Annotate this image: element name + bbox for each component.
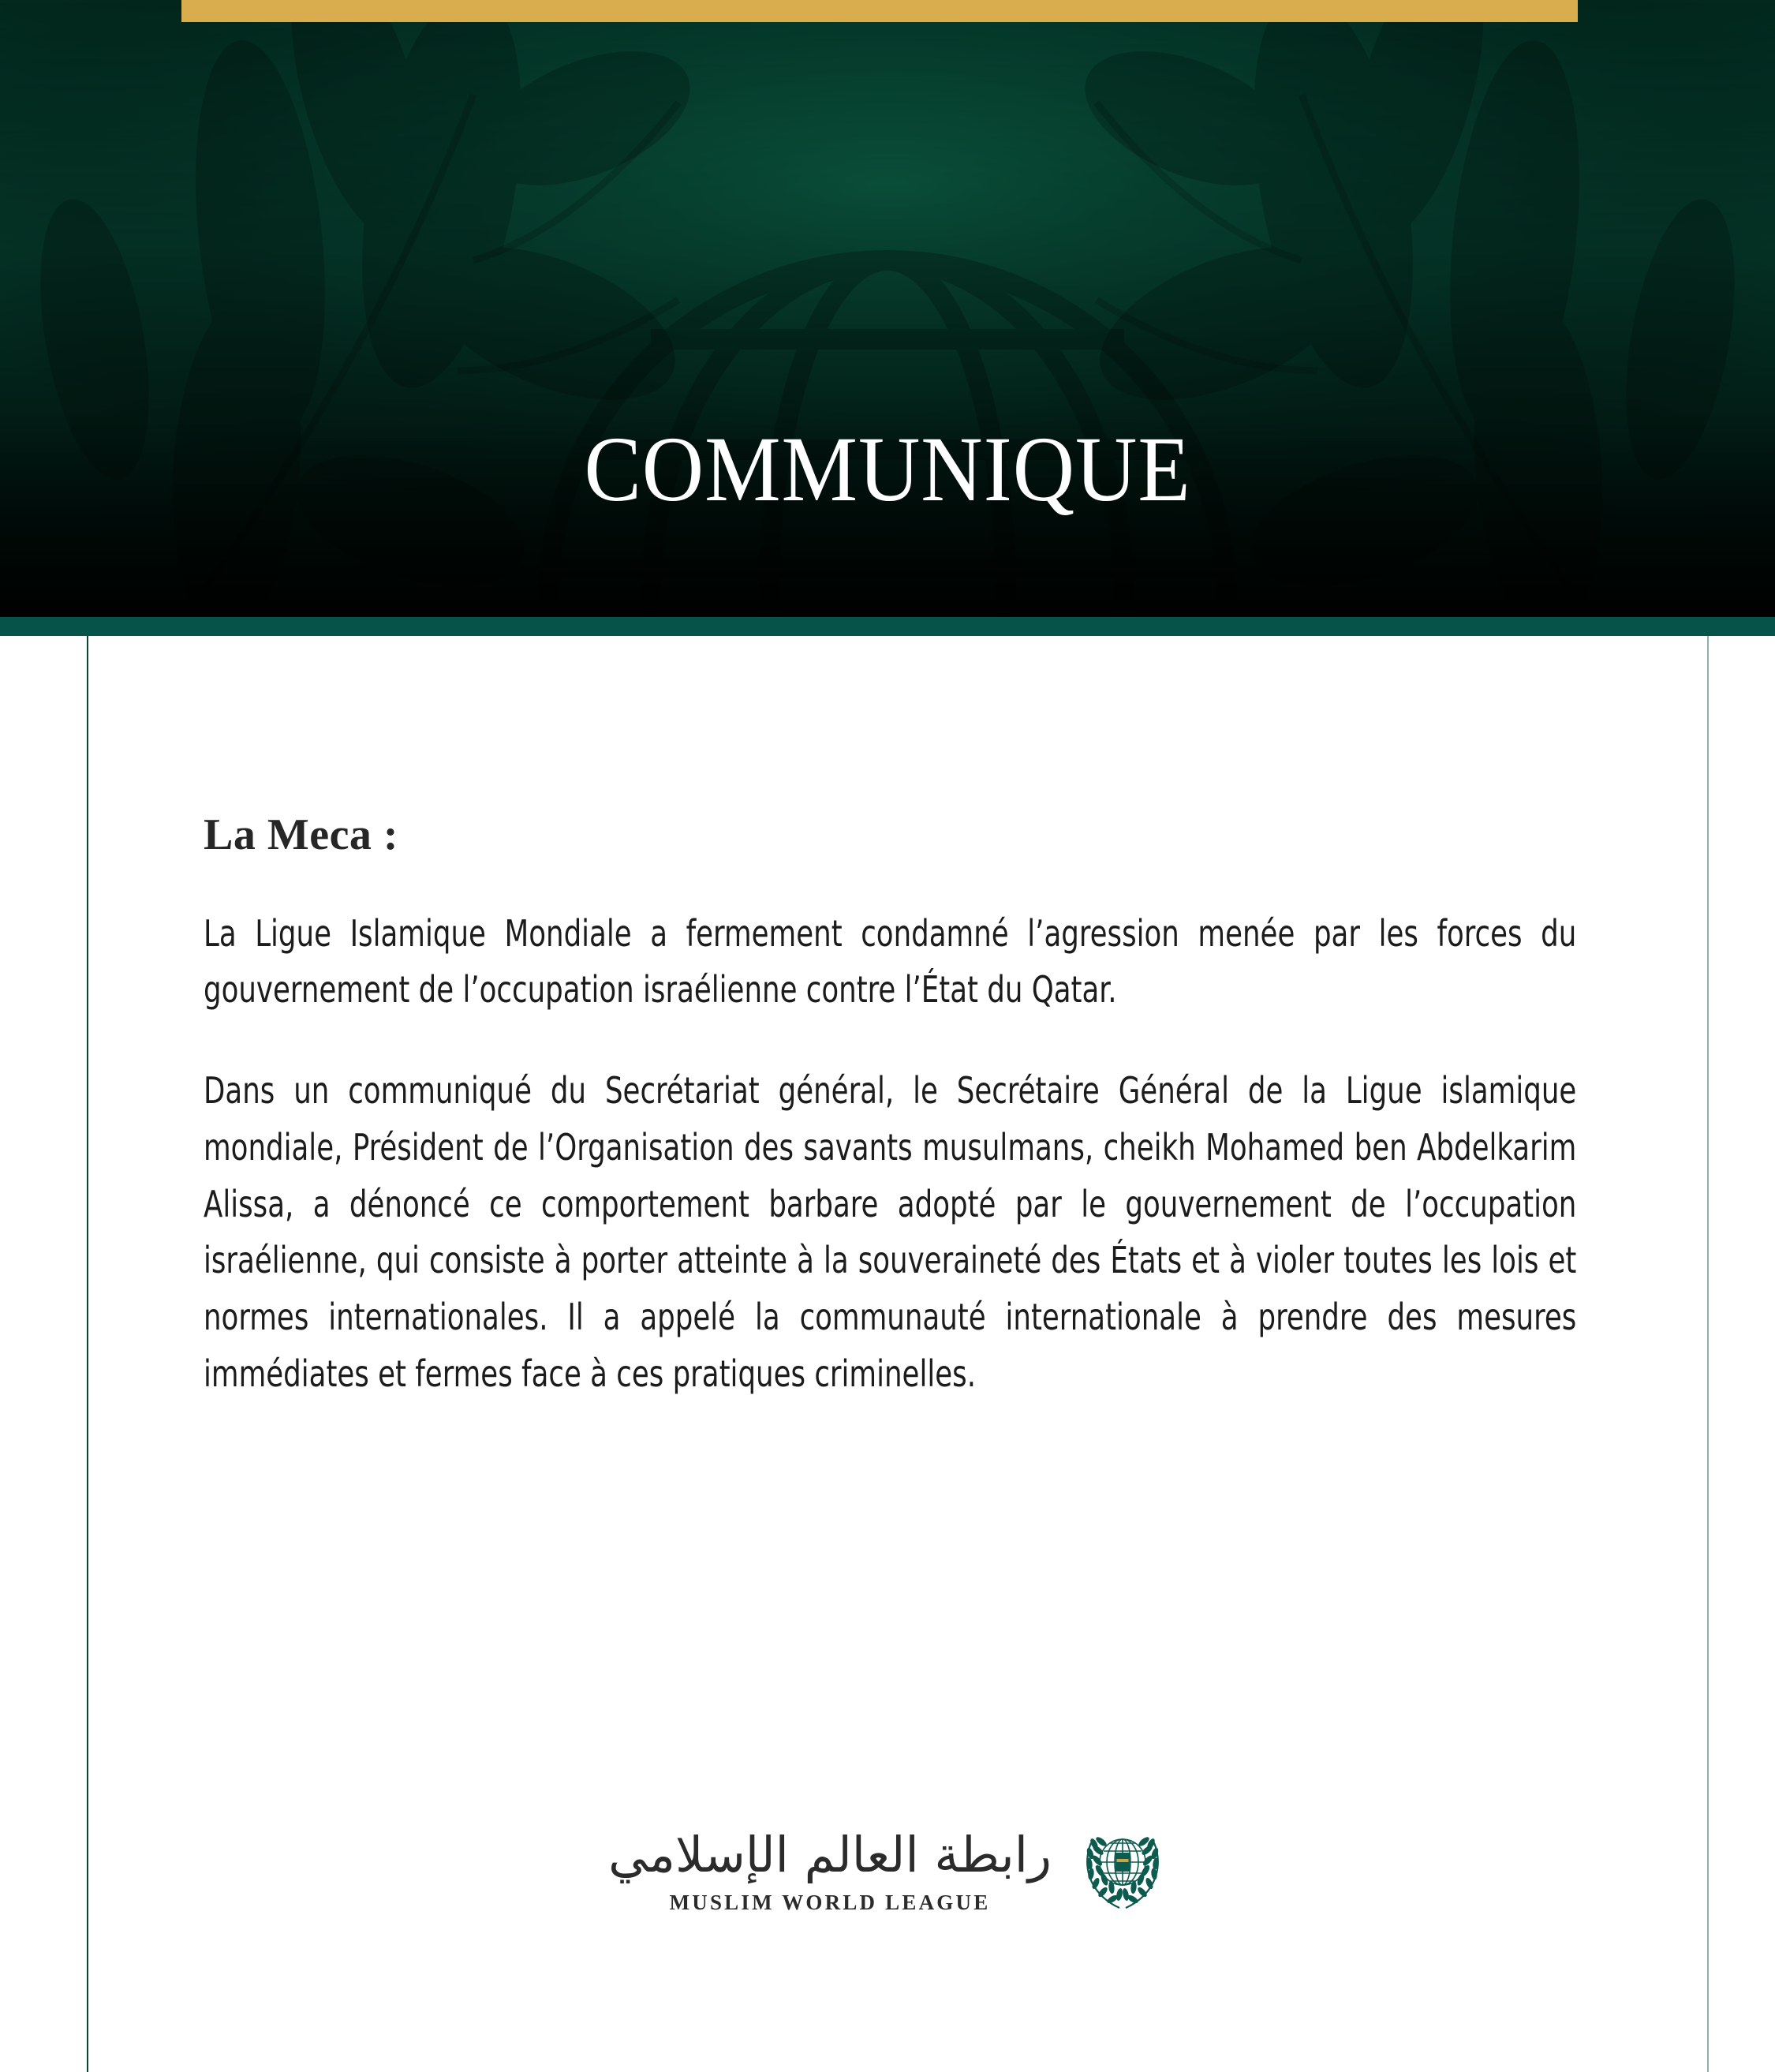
- hero-header: [0, 0, 1775, 617]
- muslim-world-league-emblem-icon: [1078, 1823, 1167, 1919]
- content-column: [204, 811, 1576, 1403]
- footer-logo: [0, 1823, 1775, 1919]
- paragraph-1: La Ligue Islamique Mondiale a fermement condamné l’agression menée par les forces du gouvernement de l’occupation israélienne contre l’État du Qatar.: [204, 911, 1577, 1012]
- dateline-heading: La Meca :: [204, 810, 399, 859]
- page-title: COMMUNIQUE: [584, 417, 1191, 521]
- logo-latin-text: MUSLIM WORLD LEAGUE: [669, 1891, 991, 1915]
- logo-wordmark: [608, 1827, 1052, 1915]
- logo-arabic-text: رابطة العالم الإسلامي: [608, 1825, 1052, 1883]
- gold-accent-bar: [181, 0, 1578, 22]
- hero-decorative-background: [0, 0, 1775, 617]
- paragraph-2: Dans un communiqué du Secrétariat général, le Secrétaire Général de la Ligue islamique mondiale, Président de l’Organisation des savants musulmans, cheikh Mohamed ben Abdelkarim Alissa, a dénoncé ce comportement barbare adopté par le gouvernement de l’occupation israélienne, qui consiste à porter atteinte à la souveraineté des États et à violer toutes les lois et normes internationales. Il a appelé la communauté internationale à prendre des mesures immédiates et fermes face à ces pratiques criminelles.: [204, 1069, 1577, 1395]
- teal-divider-band: [0, 617, 1775, 636]
